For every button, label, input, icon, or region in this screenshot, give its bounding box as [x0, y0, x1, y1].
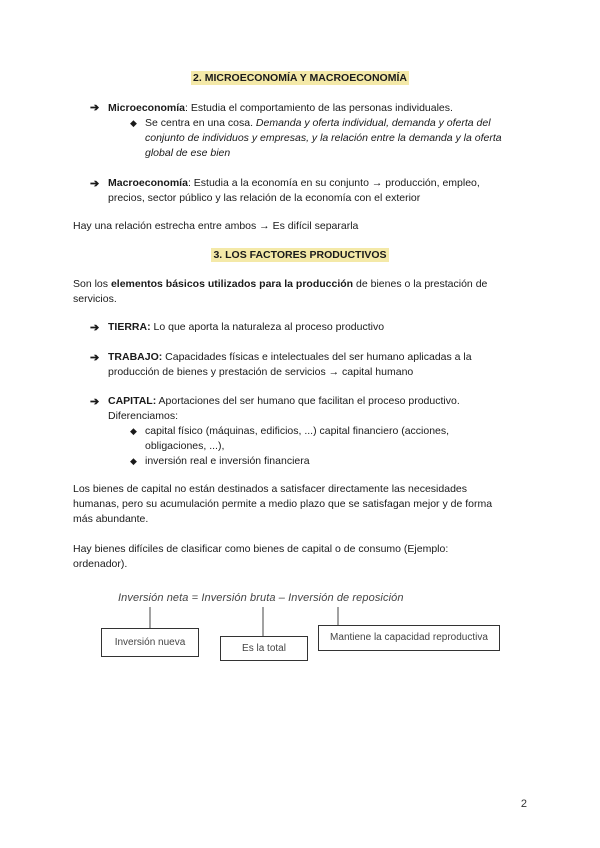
page-number: 2	[520, 798, 527, 810]
macro-line-2: precios, sector público y las relación de la economía con el exterior	[108, 192, 421, 204]
micro-sub-line-3: global de ese bien	[145, 147, 231, 159]
intro-bold: elementos básicos utilizados para la producción	[110, 278, 354, 290]
micro-sub-line-2: conjunto de individuos y empresas, y la relación entre la demanda y la oferta	[145, 132, 502, 144]
arrow-right-icon: ➔	[90, 396, 100, 408]
trabajo-line-2: producción de bienes y prestación de servicios → capital humano	[108, 366, 414, 378]
intro-post: de bienes o la prestación de	[353, 278, 488, 290]
section-2-title: 2. MICROECONOMÍA Y MACROECONOMÍA	[193, 72, 407, 84]
arrow-right-icon: ➔	[90, 178, 100, 190]
intro-pre: Son los	[73, 278, 111, 290]
capital-sub1-line-1: capital físico (máquinas, edificios, ...) capital financiero (acciones,	[145, 425, 450, 437]
micro-term: Microeconomía	[108, 102, 186, 114]
box-inversion-nueva: Inversión nueva	[101, 628, 199, 657]
intro-line-2: servicios.	[73, 293, 117, 305]
capital-sub2: inversión real e inversión financiera	[145, 455, 310, 467]
para1-line-2: humanas, pero su acumulación permite a medio plazo que se satisfagan mejor y de forma	[73, 498, 493, 510]
capital-text-1: Aportaciones del ser humano que facilitan el proceso productivo.	[156, 395, 460, 407]
relation-text: Hay una relación estrecha entre ambos → Es difícil separarla	[73, 220, 359, 232]
section-3-title: 3. LOS FACTORES PRODUCTIVOS	[213, 249, 387, 261]
macro-text-1: : Estudia a la economía en su conjunto → producción, empleo,	[187, 177, 480, 189]
para2-line-1: Hay bienes difíciles de clasificar como bienes de capital o de consumo (Ejemplo:	[73, 543, 449, 555]
micro-sub-italic-1: Demanda y oferta individual, demanda y oferta del	[255, 117, 491, 129]
micro-text: : Estudia el comportamiento de las personas individuales.	[185, 102, 453, 114]
capital-term: CAPITAL:	[108, 395, 157, 407]
diamond-icon: ◆	[130, 426, 137, 436]
arrow-right-icon: ➔	[90, 322, 100, 334]
diamond-icon: ◆	[130, 456, 137, 466]
arrow-right-icon: ➔	[90, 102, 100, 114]
capital-sub1-line-2: obligaciones, ...),	[145, 440, 225, 452]
arrow-right-icon: ➔	[90, 352, 100, 364]
micro-sub-plain: Se centra en una cosa.	[145, 117, 256, 129]
box-mantiene-capacidad: Mantiene la capacidad reproductiva	[318, 625, 500, 651]
box-es-la-total: Es la total	[220, 636, 308, 661]
tierra-term: TIERRA:	[108, 321, 151, 333]
macro-term: Macroeconomía	[108, 177, 188, 189]
para1-line-3: más abundante.	[73, 513, 149, 525]
investment-formula: Inversión neta = Inversión bruta – Inversión de reposición	[118, 592, 404, 604]
para1-line-1: Los bienes de capital no están destinados a satisfacer directamente las necesidades	[73, 483, 467, 495]
tierra-text: Lo que aporta la naturaleza al proceso productivo	[150, 321, 385, 333]
trabajo-term: TRABAJO:	[108, 351, 163, 363]
diamond-icon: ◆	[130, 118, 137, 128]
para2-line-2: ordenador).	[73, 558, 128, 570]
trabajo-text-1: Capacidades físicas e intelectuales del ser humano aplicadas a la	[162, 351, 472, 363]
capital-line-2: Diferenciamos:	[108, 410, 179, 422]
